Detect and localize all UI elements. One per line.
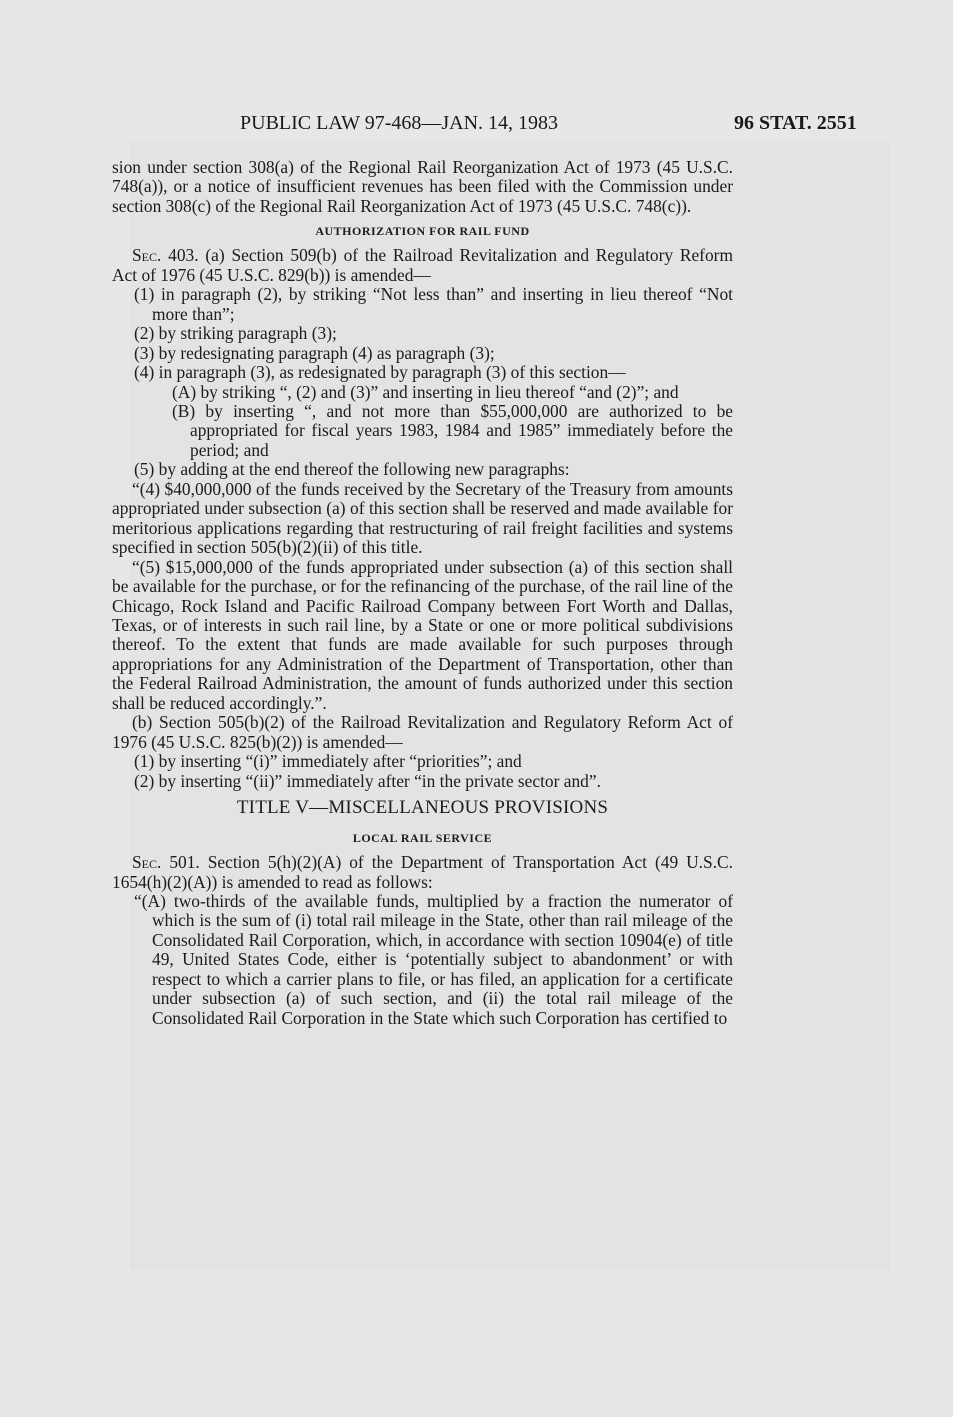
subsection-b-item-2: (2) by inserting “(ii)” immediately after “in the private sector and”.: [134, 770, 601, 791]
subsection-b-item-1: (1) by inserting “(i)” immediately after “priorities”; and: [134, 751, 522, 772]
title-heading: TITLE V—MISCELLANEOUS PROVISIONS: [236, 797, 609, 819]
running-head-stat: 96 STAT. 2551: [734, 112, 857, 134]
list-item-3: (3) by redesignating paragraph (4) as paragraph (3);: [134, 342, 495, 363]
list-item-1: (1) in paragraph (2), by striking “Not less than” and inserting in lieu thereof “Not more than”;: [134, 284, 733, 324]
section-heading-rail-fund: AUTHORIZATION FOR RAIL FUND: [315, 224, 530, 239]
document-body: [112, 158, 733, 1028]
list-item-B: (B) by inserting “, and not more than $55,000,000 are authorized to be appropriated for fiscal years 1983, 1984 and 1985” immediately before the period; and: [172, 400, 733, 460]
sec-403-text: 403. (a) Section 509(b) of the Railroad Revitalization and Regulatory Reform Act of 1976 (45 U.S.C. 829(b)) is amended—: [112, 245, 733, 285]
list-item-A: (A) by striking “, (2) and (3)” and inserting in lieu thereof “and (2)”; and: [172, 381, 679, 402]
sec-label: Sec.: [132, 245, 162, 266]
running-head-law: PUBLIC LAW 97-468—JAN. 14, 1983: [240, 112, 559, 134]
quoted-paragraph-4: “(4) $40,000,000 of the funds received by the Secretary of the Treasury from amounts appropriated under subsection (a) of this section shall be reserved and made available for meritorious applications regarding that restructuring of rail freight facilities and systems specified in section 505(b)(2)(ii) of this title.: [112, 478, 733, 558]
list-item-5: (5) by adding at the end thereof the following new paragraphs:: [134, 459, 570, 480]
section-403-intro: [112, 246, 733, 285]
paragraph-continuation: sion under section 308(a) of the Regional Rail Reorganization Act of 1973 (45 U.S.C. 748(a)), or a notice of insufficient revenues has been filed with the Commission under section 308(c) of the Regional Rail Reorganization Act of 1973 (45 U.S.C. 748(c)).: [112, 157, 733, 216]
quoted-paragraph-5: “(5) $15,000,000 of the funds appropriated under subsection (a) of this section shall be available for the purchase, or for the refinancing of the purchase, of the rail line of the Chicago, Rock Island and Pacific Railroad Company between Fort Worth and Dallas, Texas, or of interests in such rail line, by a State or one or more political subdivisions thereof. To the extent that funds are made available for such purposes through appropriations for any Administration of the Department of Transportation, other than the Federal Railroad Administration, the amount of funds authorized under this section shall be reduced accordingly.”.: [112, 556, 733, 713]
sec-501-text: 501. Section 5(h)(2)(A) of the Department of Transportation Act (49 U.S.C. 1654(h)(2)(A)) is amended to read as follows:: [112, 852, 733, 892]
list-item-4: (4) in paragraph (3), as redesignated by paragraph (3) of this section—: [134, 362, 626, 383]
page-header: [0, 112, 953, 138]
subsection-b: (b) Section 505(b)(2) of the Railroad Revitalization and Regulatory Reform Act of 1976 (45 U.S.C. 825(b)(2)) is amended—: [112, 712, 733, 752]
list-item-2: (2) by striking paragraph (3);: [134, 323, 337, 344]
quoted-paragraph-A: “(A) two-thirds of the available funds, multiplied by a fraction the numerator of which is the sum of (i) total rail mileage in the State, other than rail mileage of the Consolidated Rail Corporation, which, in accordance with section 10904(e) of title 49, United States Code, either is ‘potentially subject to abandonment’ or with respect to which a carrier plans to file, or has filed, an application for a certificate under subsection (a) of such section, and (ii) the total rail mileage of the Consolidated Rail Corporation in the State which such Corporation has certified to: [134, 890, 733, 1028]
section-heading-local-rail: LOCAL RAIL SERVICE: [352, 831, 493, 846]
sec-label: Sec.: [132, 852, 162, 873]
section-501-intro: [112, 853, 733, 892]
